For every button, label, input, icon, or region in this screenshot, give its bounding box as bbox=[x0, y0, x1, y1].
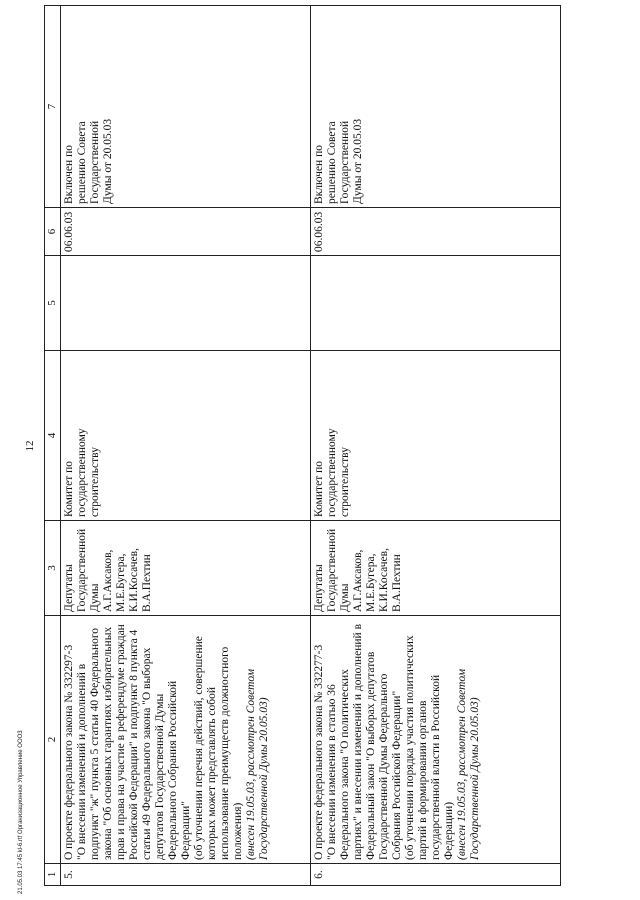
author-line: А.Г.Аксаков, bbox=[102, 549, 114, 612]
footer-print-stamp: 21.05.03 17:45 kl-6.rtf Организационное Управление ООО3 bbox=[18, 730, 24, 894]
column-header: 5 bbox=[45, 256, 61, 351]
committee-line: Комитет по bbox=[63, 461, 75, 517]
bill-note-line: Государственной Думы 20.05.03) bbox=[258, 697, 270, 860]
bill-title-line: "О внесении изменений и дополнений в bbox=[76, 663, 88, 860]
bill-authors bbox=[311, 521, 561, 616]
committee-line: государственному bbox=[326, 428, 338, 517]
page-number: 12 bbox=[24, 440, 36, 452]
author-line: М.Е.Бугера, bbox=[115, 553, 127, 612]
column-5-cell bbox=[311, 256, 561, 351]
committee-line: строительству bbox=[339, 447, 351, 517]
bill-title-line: Федерального закона "О политических bbox=[339, 669, 351, 860]
bill-title-line: О проекте федерального закона № 332277-3 bbox=[313, 644, 325, 860]
bill-title-line: Собрания Российской Федерации" bbox=[391, 690, 403, 860]
bill-title-line: "О внесении изменения в статью 36 bbox=[326, 684, 338, 860]
bill-title-line: положения) bbox=[232, 802, 244, 860]
bill-title-line: Государственной Думы Федерального bbox=[378, 673, 390, 860]
column-header: 7 bbox=[45, 6, 61, 208]
bill-title-line: закона "Об основных гарантиях избирательных bbox=[102, 626, 114, 860]
bill-authors bbox=[61, 521, 311, 616]
bill-title-line: Федерации" bbox=[180, 800, 192, 860]
rotated-document-page bbox=[12, 6, 602, 886]
status-line: Включен по bbox=[63, 145, 75, 204]
author-line: К.И.Косачев, bbox=[378, 548, 390, 612]
column-header: 6 bbox=[45, 208, 61, 256]
status-line: Включен по bbox=[313, 145, 325, 204]
bill-title-line: партий в формировании органов bbox=[417, 700, 429, 860]
bill-title-line: Российской Федерации" и подпункт 8 пункта 4 bbox=[128, 629, 140, 860]
review-date bbox=[311, 208, 561, 256]
status-line: Думы от 20.05.03 bbox=[352, 118, 364, 204]
row-number-text: 6. bbox=[313, 870, 325, 879]
status-note bbox=[311, 6, 561, 208]
bill-title-line: подпункт "ж" пункта 5 статьи 40 Федерального bbox=[89, 627, 101, 860]
column-header: 2 bbox=[45, 616, 61, 864]
row-number bbox=[311, 864, 561, 886]
bill-title-line: государственной власти в Российской bbox=[430, 674, 442, 860]
author-line: М.Е.Бугера, bbox=[365, 553, 377, 612]
bill-title-line: партиях" и внесении изменений и дополнений в bbox=[352, 624, 364, 860]
review-date-text: 06.06.03 bbox=[63, 211, 75, 252]
bill-title-line: депутатов Государственной Думы bbox=[154, 693, 166, 860]
column-header: 1 bbox=[45, 864, 61, 886]
bill-title-line: Федерации) bbox=[443, 801, 455, 860]
author-line: Думы bbox=[339, 583, 351, 612]
bill-title-line: использование преимуществ должностного bbox=[219, 646, 231, 860]
row-number-text: 5. bbox=[63, 870, 75, 879]
bill-description bbox=[311, 616, 561, 864]
bill-title-line: которых может представлять собой bbox=[206, 686, 218, 860]
status-line: решению Совета bbox=[326, 121, 338, 204]
status-line: Думы от 20.05.03 bbox=[102, 118, 114, 204]
row-number bbox=[61, 864, 311, 886]
author-line: К.И.Косачев, bbox=[128, 548, 140, 612]
committee-line: Комитет по bbox=[313, 461, 325, 517]
author-line: В.А.Пехтин bbox=[391, 554, 403, 612]
responsible-committee bbox=[61, 351, 311, 521]
author-line: Государственной bbox=[326, 528, 338, 612]
column-5-cell bbox=[61, 256, 311, 351]
author-line: Думы bbox=[89, 583, 101, 612]
bill-note-line: (внесен 19.05.03, рассмотрен Советом bbox=[245, 668, 257, 860]
bill-title-line: О проекте федерального закона № 332297-3 bbox=[63, 644, 75, 860]
committee-line: государственному bbox=[76, 428, 88, 517]
review-date-text: 06.06.03 bbox=[313, 211, 325, 252]
bill-title-line: Федеральный закон "О выборах депутатов bbox=[365, 651, 377, 860]
bill-title-line: статьи 49 Федерального закона "О выборах bbox=[141, 647, 153, 860]
table-row bbox=[61, 6, 311, 886]
column-header: 3 bbox=[45, 521, 61, 616]
status-line: Государственной bbox=[89, 120, 101, 204]
bill-title-line: Федерального Собрания Российской bbox=[167, 680, 179, 860]
author-line: Депутаты bbox=[313, 564, 325, 612]
table-row bbox=[311, 6, 561, 886]
bill-note-line: Государственной Думы 20.05.03) bbox=[469, 697, 481, 860]
bill-title-line: (об уточнении перечня действий, совершение bbox=[193, 636, 205, 860]
bill-title-line: (об уточнении порядка участия политических bbox=[404, 635, 416, 860]
header-row bbox=[45, 6, 61, 886]
bill-title-line: прав и права на участие в референдуме граждан bbox=[115, 624, 127, 860]
bill-description bbox=[61, 616, 311, 864]
committee-line: строительству bbox=[89, 447, 101, 517]
author-line: В.А.Пехтин bbox=[141, 554, 153, 612]
author-line: Государственной bbox=[76, 528, 88, 612]
status-line: решению Совета bbox=[76, 121, 88, 204]
agenda-table bbox=[44, 5, 561, 886]
bill-note-line: (внесен 19.05.03, рассмотрен Советом bbox=[456, 668, 468, 860]
review-date bbox=[61, 208, 311, 256]
author-line: А.Г.Аксаков, bbox=[352, 549, 364, 612]
status-note bbox=[61, 6, 311, 208]
status-line: Государственной bbox=[339, 120, 351, 204]
column-header: 4 bbox=[45, 351, 61, 521]
author-line: Депутаты bbox=[63, 564, 75, 612]
responsible-committee bbox=[311, 351, 561, 521]
